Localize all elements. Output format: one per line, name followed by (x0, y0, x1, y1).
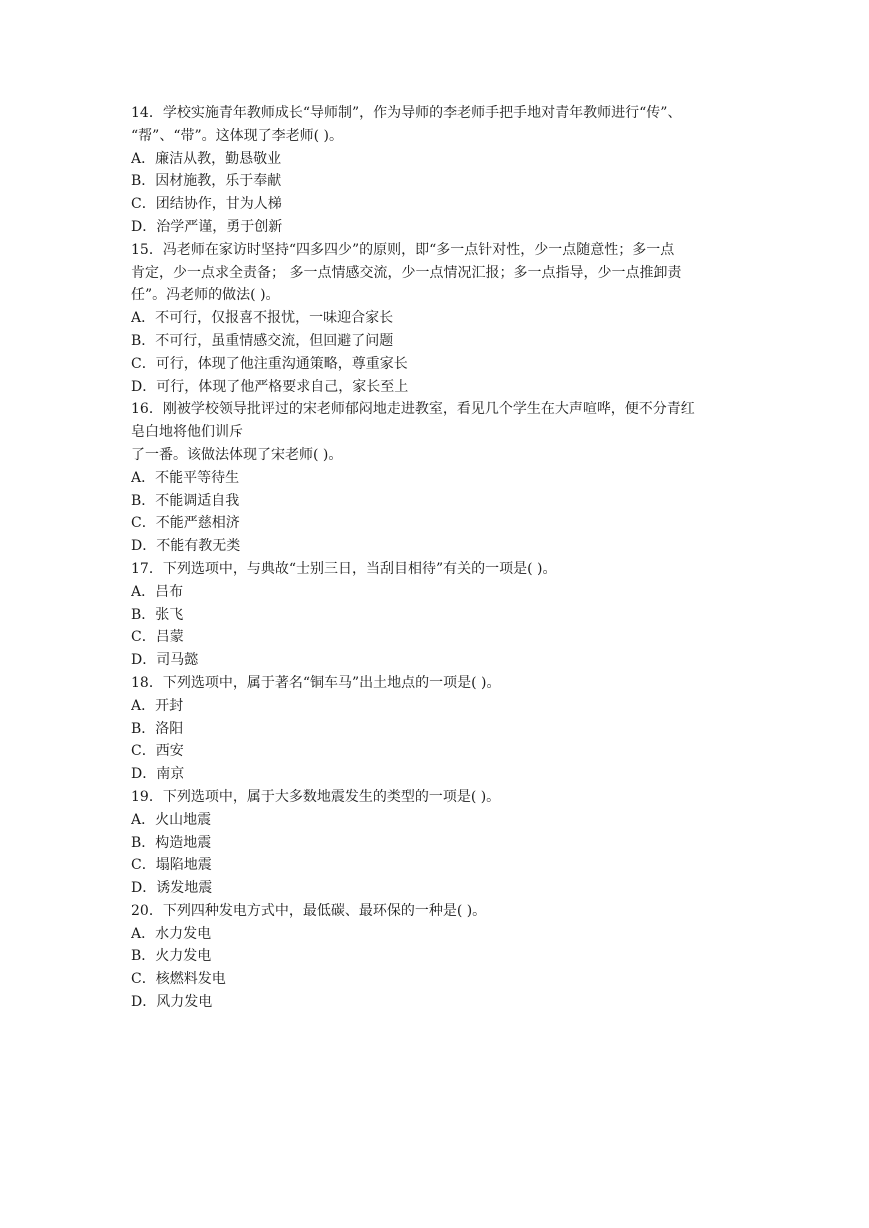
question-14-option-c: C．团结协作，甘为人梯 (131, 196, 282, 213)
question-16-option-a: A．不能平等待生 (131, 469, 240, 486)
question-15-stem-continued: 肯定，少一点求全责备； 多一点情感交流，少一点情况汇报；多一点指导，少一点推卸责 (131, 264, 682, 281)
question-16-option-b: B．不能调适自我 (131, 492, 240, 509)
question-15-stem-end: 任”。冯老师的做法( )。 (131, 287, 280, 304)
question-14-option-d: D．治学严谨，勇于创新 (131, 218, 283, 235)
question-20-stem: 20．下列四种发电方式中，最低碳、最环保的一种是( )。 (131, 902, 487, 919)
question-20-option-a: A．水力发电 (131, 925, 212, 942)
question-20-option-c: C．核燃料发电 (131, 971, 226, 988)
question-17-stem: 17．下列选项中，与典故“士别三日，当刮目相待”有关的一项是( )。 (131, 560, 557, 577)
question-18-option-d: D．南京 (131, 766, 185, 783)
question-16-option-d: D．不能有教无类 (131, 538, 241, 555)
question-18-stem: 18．下列选项中，属于著名“铜车马”出土地点的一项是( )。 (131, 674, 501, 691)
question-20-option-d: D．风力发电 (131, 994, 213, 1011)
question-19-option-b: B．构造地震 (131, 834, 212, 851)
question-14-stem: 14．学校实施青年教师成长“导师制”，作为导师的李老师手把手地对青年教师进行“传”、 (131, 105, 682, 121)
question-17-option-c: C．吕蒙 (131, 629, 184, 646)
question-20-option-b: B．火力发电 (131, 948, 212, 965)
question-15-stem: 15．冯老师在家访时坚持“四多四少”的原则，即“多一点针对性，少一点随意性；多一点 (131, 241, 675, 258)
question-18-option-c: C．西安 (131, 743, 184, 760)
question-14-option-b: B．因材施教，乐于奉献 (131, 173, 282, 190)
question-14-option-a: A．廉洁从教，勤恳敬业 (131, 150, 282, 167)
question-17-option-a: A．吕布 (131, 583, 184, 600)
question-19-stem: 19．下列选项中，属于大多数地震发生的类型的一项是( )。 (131, 788, 501, 805)
question-17-option-d: D．司马懿 (131, 652, 199, 669)
question-17-option-b: B．张飞 (131, 606, 184, 623)
question-15-option-c: C．可行，体现了他注重沟通策略，尊重家长 (131, 355, 408, 372)
question-19-option-d: D．诱发地震 (131, 880, 213, 897)
question-15-option-b: B．不可行，虽重情感交流，但回避了问题 (131, 332, 394, 349)
question-18-option-b: B．洛阳 (131, 720, 184, 737)
question-19-option-a: A．火山地震 (131, 811, 212, 828)
question-16-stem-end: 了一番。该做法体现了宋老师( )。 (131, 446, 343, 463)
question-16-option-c: C．不能严慈相济 (131, 515, 240, 532)
question-19-option-c: C．塌陷地震 (131, 857, 212, 874)
exam-page-content (131, 102, 741, 1014)
question-16-stem-continued: 皂白地将他们训斥 (131, 424, 243, 441)
question-18-option-a: A．开封 (131, 697, 184, 714)
question-15-option-d: D．可行，体现了他严格要求自己，家长至上 (131, 378, 409, 395)
question-15-option-a: A．不可行，仅报喜不报忧，一味迎合家长 (131, 310, 394, 327)
question-16-stem: 16．刚被学校领导批评过的宋老师郁闷地走进教室，看见几个学生在大声喧哗，便不分青红 (131, 401, 695, 418)
question-14-stem-continued: “帮”、“带”。这体现了李老师( )。 (131, 127, 344, 144)
